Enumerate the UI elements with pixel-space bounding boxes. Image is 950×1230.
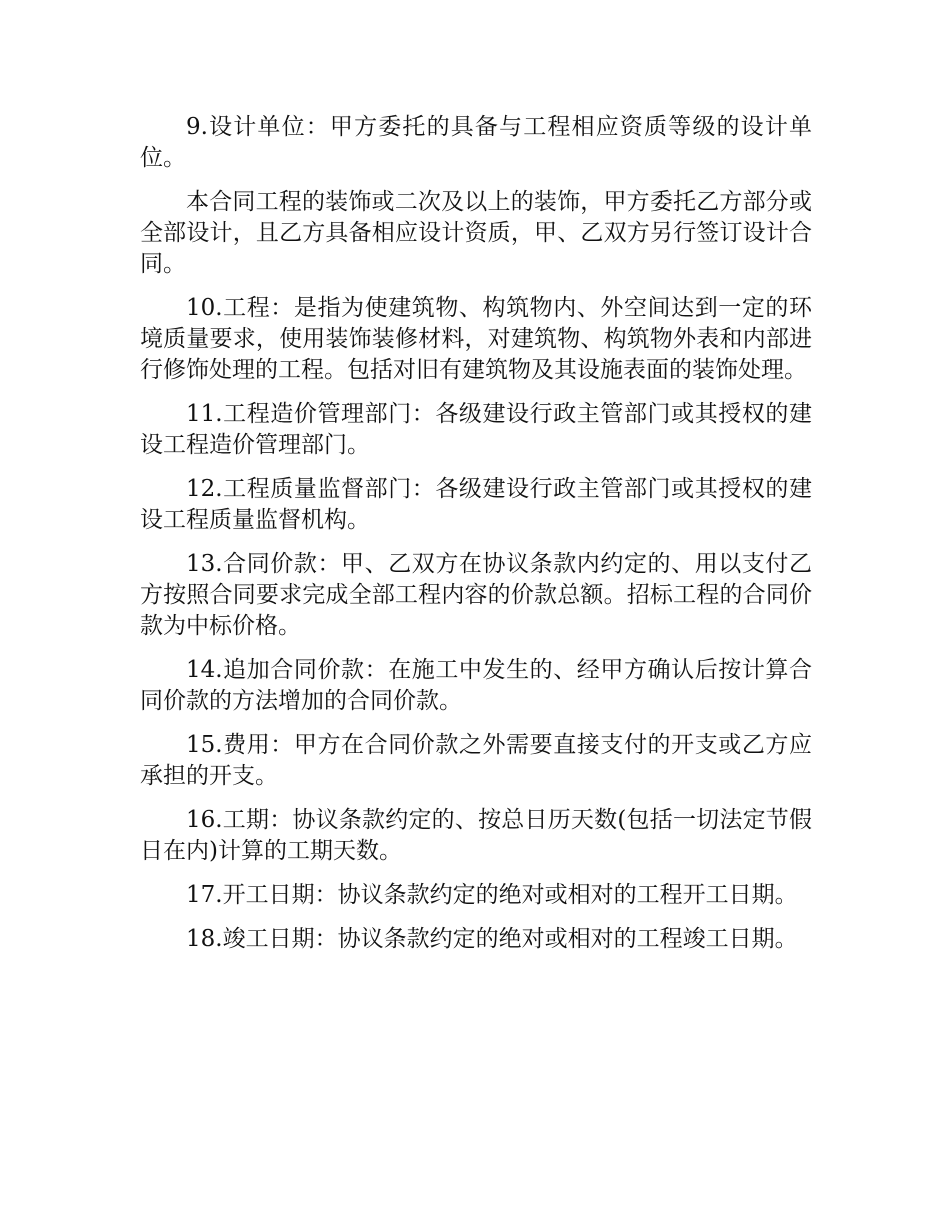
paragraph-additional-price: 14.追加合同价款：在施工中发生的、经甲方确认后按计算合同价款的方法增加的合同价款。 [140,657,812,714]
paragraph-design-unit: 9.设计单位：甲方委托的具备与工程相应资质等级的设计单位。 [140,114,812,171]
paragraph-duration: 16.工期：协议条款约定的、按总日历天数(包括一切法定节假日在内)计算的工期天数。 [140,807,812,864]
paragraph-contract-price: 13.合同价款：甲、乙双方在协议条款内约定的、用以支付乙方按照合同要求完成全部工程内容的价款总额。招标工程的合同价款为中标价格。 [140,551,812,639]
paragraph-cost-management: 11.工程造价管理部门：各级建设行政主管部门或其授权的建设工程造价管理部门。 [140,401,812,458]
paragraph-quality-supervision: 12.工程质量监督部门：各级建设行政主管部门或其授权的建设工程质量监督机构。 [140,476,812,533]
paragraph-project: 10.工程：是指为使建筑物、构筑物内、外空间达到一定的环境质量要求，使用装饰装修材料，对建筑物、构筑物外表和内部进行修饰处理的工程。包括对旧有建筑物及其设施表面的装饰处理。 [140,295,812,383]
paragraph-expenses: 15.费用：甲方在合同价款之外需要直接支付的开支或乙方应承担的开支。 [140,732,812,789]
document-page [140,112,812,968]
paragraph-design-contract: 本合同工程的装饰或二次及以上的装饰，甲方委托乙方部分或全部设计，且乙方具备相应设计资质，甲、乙双方另行签订设计合同。 [140,189,812,277]
paragraph-start-date: 17.开工日期：协议条款约定的绝对或相对的工程开工日期。 [186,882,798,908]
paragraph-completion-date: 18.竣工日期：协议条款约定的绝对或相对的工程竣工日期。 [186,926,798,952]
